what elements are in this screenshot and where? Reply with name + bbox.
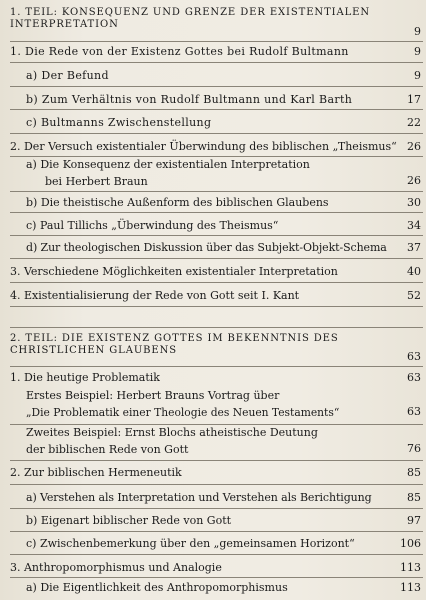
toc-entry	[0, 581, 426, 598]
divider	[10, 109, 423, 110]
entry-page: 63	[407, 405, 421, 418]
entry-page: 26	[407, 140, 421, 153]
toc-entry	[0, 265, 426, 282]
entry-text: d) Zur theologischen Diskussion über das Subjekt-Objekt-Schema	[26, 241, 387, 254]
entry-text: a) Die Konsequenz der existentialen Interpretation	[26, 158, 310, 171]
entry-page: 40	[407, 265, 421, 278]
entry-text: 3. Verschiedene Möglichkeiten existentialer Interpretation	[10, 265, 338, 278]
entry-text: 1. Die heutige Problematik	[10, 371, 160, 384]
entry-text: c) Zwischenbemerkung über den „gemeinsamen Horizont“	[26, 537, 355, 550]
divider	[10, 531, 423, 532]
entry-text: Zweites Beispiel: Ernst Blochs atheistische Deutung	[26, 426, 318, 439]
entry-text: Erstes Beispiel: Herbert Brauns Vortrag über	[26, 389, 280, 402]
divider	[10, 62, 423, 63]
toc-entry	[0, 140, 426, 157]
divider	[10, 508, 423, 509]
toc-entry	[0, 388, 426, 422]
entry-page: 9	[414, 45, 421, 58]
entry-page: 22	[407, 116, 421, 129]
entry-text: 4. Existentialisierung der Rede von Gott seit I. Kant	[10, 289, 300, 302]
divider	[10, 282, 423, 283]
toc-entry	[0, 514, 426, 531]
entry-text: c) Paul Tillichs „Überwindung des Theismus“	[26, 219, 279, 232]
toc-entry	[0, 116, 426, 133]
entry-text-continued: bei Herbert Braun	[45, 175, 148, 188]
toc-entry	[0, 289, 426, 306]
entry-text: a) Die Eigentlichkeit des Anthropomorphismus	[26, 581, 288, 594]
toc-entry	[0, 561, 426, 578]
entry-text: a) Verstehen als Interpretation und Verstehen als Berichtigung	[26, 491, 372, 504]
entry-page: 52	[407, 289, 421, 302]
entry-text: 2. Zur biblischen Hermeneutik	[10, 466, 182, 479]
divider	[10, 212, 423, 213]
entry-page: 34	[407, 219, 421, 232]
entry-text: c) Bultmanns Zwischenstellung	[26, 116, 212, 129]
divider	[10, 41, 423, 42]
entry-page: 85	[407, 466, 421, 479]
entry-text: 2. Der Versuch existentialer Überwindung des biblischen „Theismus“	[10, 140, 397, 153]
entry-page: 97	[407, 514, 421, 527]
divider	[10, 235, 423, 236]
entry-page: 85	[407, 491, 421, 504]
part-page-number: 9	[414, 25, 421, 38]
entry-page: 76	[407, 442, 421, 455]
divider	[10, 258, 423, 259]
toc-entry	[0, 371, 426, 388]
divider	[10, 327, 423, 328]
divider	[10, 366, 423, 367]
entry-page: 17	[407, 93, 421, 106]
entry-text: a) Der Befund	[26, 69, 109, 82]
toc-entry	[0, 69, 426, 86]
divider	[10, 577, 423, 578]
entry-page: 113	[400, 581, 421, 594]
entry-text-continued: der biblischen Rede von Gott	[26, 443, 189, 456]
entry-text-continued: „Die Problematik einer Theologie des Neuen Testaments“	[26, 406, 340, 419]
entry-text: b) Die theistische Außenform des biblischen Glaubens	[26, 196, 329, 209]
entry-page: 9	[414, 69, 421, 82]
divider	[10, 191, 423, 192]
part-page-number: 63	[407, 350, 421, 363]
entry-page: 37	[407, 241, 421, 254]
entry-page: 30	[407, 196, 421, 209]
part-title: 2. TEIL: DIE EXISTENZ GOTTES IM BEKENNTNIS DES CHRISTLICHEN GLAUBENS	[10, 333, 339, 356]
divider	[10, 306, 423, 307]
toc-entry	[0, 196, 426, 213]
toc-entry	[0, 241, 426, 258]
toc-entry	[0, 466, 426, 483]
divider	[10, 460, 423, 461]
entry-text: b) Eigenart biblischer Rede von Gott	[26, 514, 232, 527]
toc-entry	[0, 157, 426, 191]
entry-page: 113	[400, 561, 421, 574]
divider	[10, 133, 423, 134]
toc-entry	[0, 45, 426, 62]
entry-text: 3. Anthropomorphismus und Analogie	[10, 561, 222, 574]
entry-page: 26	[407, 174, 421, 187]
toc-entry	[0, 537, 426, 554]
toc-entry	[0, 425, 426, 459]
divider	[10, 86, 423, 87]
divider	[10, 484, 423, 485]
divider	[10, 554, 423, 555]
part-title: 1. TEIL: KONSEQUENZ UND GRENZE DER EXISTENTIALEN INTERPRETATION	[10, 7, 370, 30]
entry-page: 63	[407, 371, 421, 384]
toc-entry	[0, 93, 426, 110]
toc-entry	[0, 219, 426, 236]
toc-entry	[0, 491, 426, 508]
entry-text: 1. Die Rede von der Existenz Gottes bei Rudolf Bultmann	[10, 45, 349, 58]
entry-page: 106	[400, 537, 421, 550]
entry-text: b) Zum Verhältnis von Rudolf Bultmann und Karl Barth	[26, 93, 353, 106]
